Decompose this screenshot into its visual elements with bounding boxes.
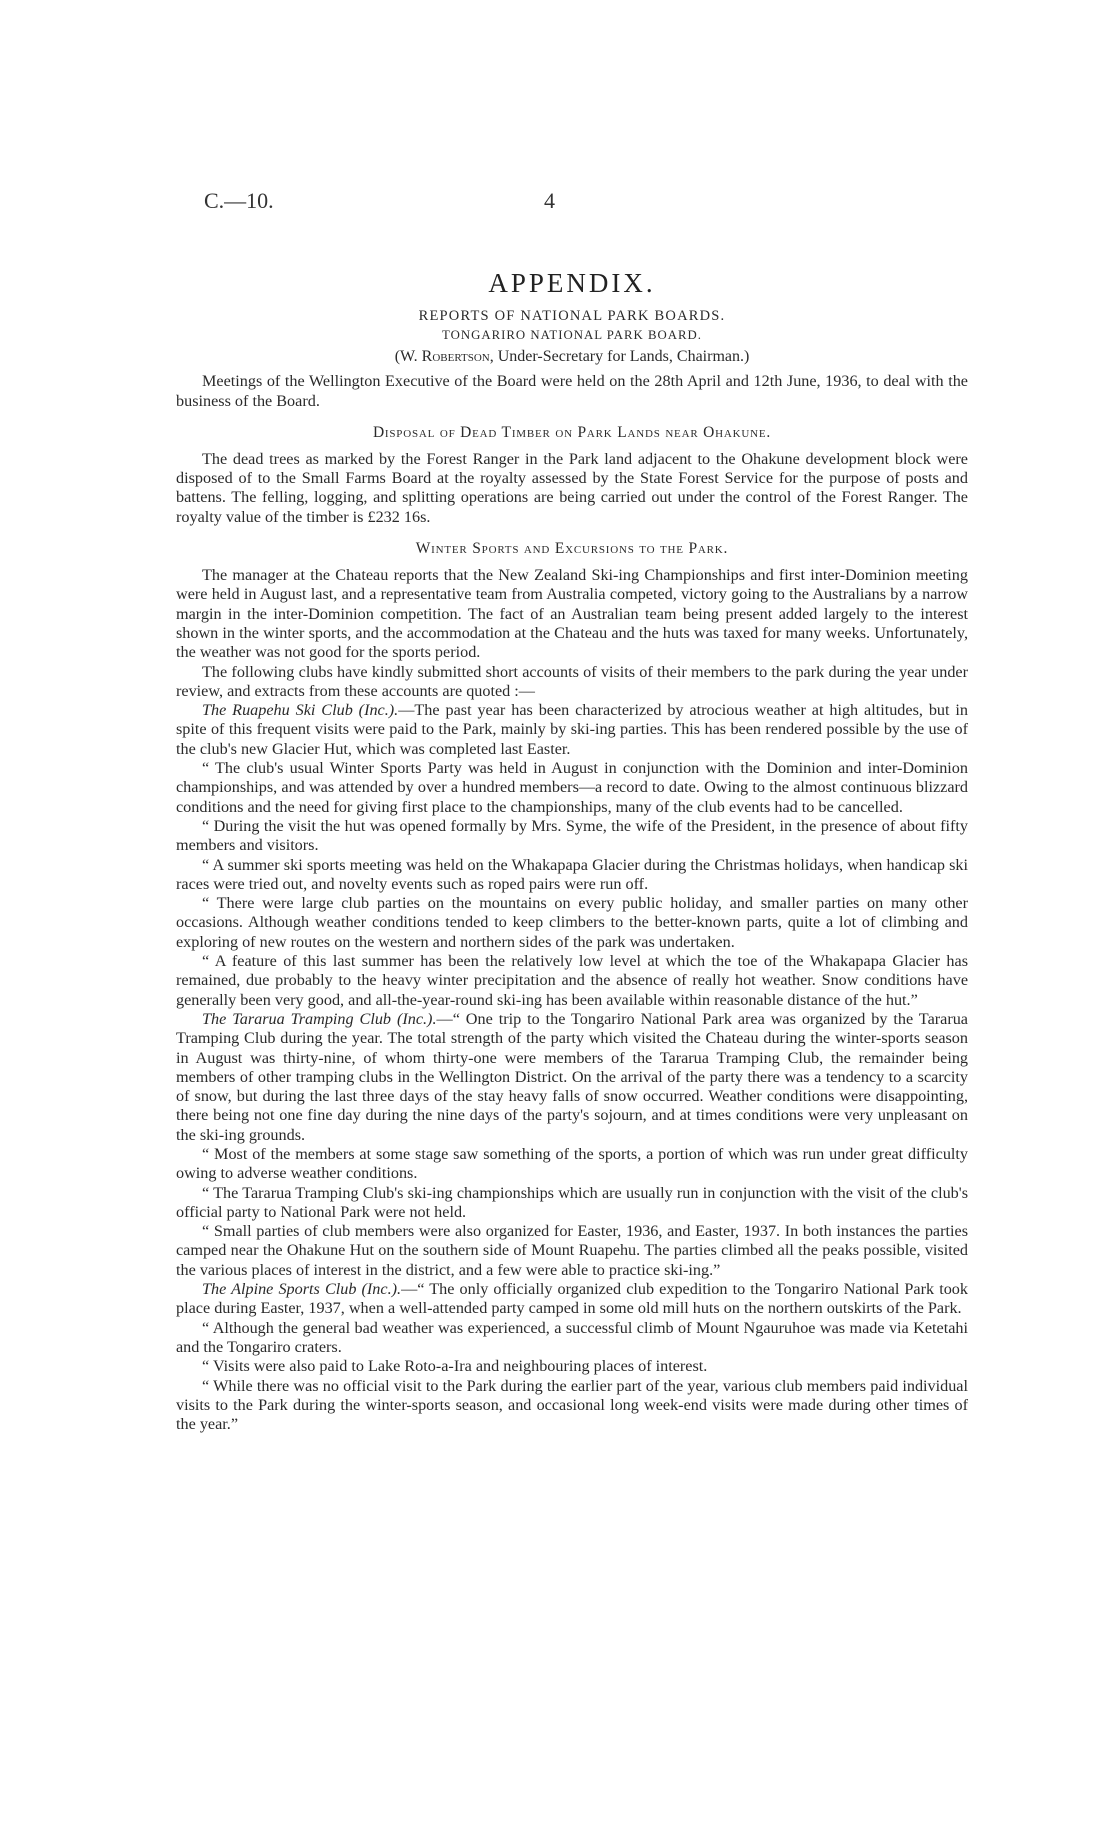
section-heading-winter-sports: Winter Sports and Excursions to the Park.	[415, 540, 729, 558]
paragraph: “ The Tararua Tramping Club's ski-ing championships which are usually run in conjunction with the visit of the club's official party to National Park were not held.	[176, 1183, 968, 1221]
paragraph: The following clubs have kindly submitted short accounts of visits of their members to the park during the year under review, and extracts from these accounts are quoted :—	[176, 662, 968, 700]
paragraph: “ Although the general bad weather was experienced, a successful climb of Mount Ngauruhoe was made via Ketetahi and the Tongariro craters.	[176, 1318, 968, 1356]
paragraph: “ While there was no official visit to the Park during the earlier part of the year, various club members paid individual visits to the Park during the winter-sports season, and occasional long week-end visits were made during other times of the year.”	[176, 1376, 968, 1434]
chairman-open: (W.	[394, 348, 422, 365]
paragraph-text: —“ The only officially organized club expedition to the Tongariro National Park took place during Easter, 1937, when a well-attended party camped in some old mill huts on the northern outskirts of the Park.	[176, 1280, 968, 1318]
paragraph: “ There were large club parties on the mountains on every public holiday, and smaller parties on many other occasions. Although weather conditions tended to keep climbers to the better-known parts, quite a lot of climbing and exploring of new routes on the western and northern sides of the park was undertaken.	[176, 894, 968, 951]
section-heading-dead-timber: Disposal of Dead Timber on Park Lands near Ohakune.	[372, 423, 772, 441]
paragraph: “ During the visit the hut was opened formally by Mrs. Syme, the wife of the President, in the presence of about fifty members and visitors.	[176, 816, 968, 855]
paragraph: “ A feature of this last summer has been the relatively low level at which the toe of the Whakapapa Glacier has remained, due probably to the heavy winter precipitation and the absence of really hot weather. Snow conditions have generally been very good, and all-the-year-round ski-ing has been available within reasonable distance of the hut.”	[176, 952, 968, 1009]
page-number: 4	[544, 188, 555, 213]
appendix-title: APPENDIX.	[488, 268, 656, 298]
club-name-ruapehu: The Ruapehu Ski Club (Inc.).	[202, 701, 399, 720]
board-heading: REPORTS OF NATIONAL PARK BOARDS.	[418, 308, 726, 324]
chairman-name: Robertson	[421, 348, 490, 365]
paragraph: The manager at the Chateau reports that the New Zealand Ski-ing Championships and first inter-Dominion meeting were held in August last, and a representative team from Australia competed, victory going to the Australians by a narrow margin in the inter-Dominion competition. The fact of an Australian team being present added largely to the interest shown in the winter sports, and the accommodation at the Chateau and the huts was taxed for many weeks. Unfortunately, the weather was not good for the sports period.	[176, 566, 968, 662]
paragraph: “ The club's usual Winter Sports Party was held in August in conjunction with the Dominion and inter-Dominion championships, and was attended by over a hundred members—a record to date. Owing to the almost continuous blizzard conditions and the need for giving first place to the championships, many of the club events had to be cancelled.	[176, 759, 968, 816]
paragraph: “ Small parties of club members were also organized for Easter, 1936, and Easter, 1937. In both instances the parties camped near the Ohakune Hut on the southern side of Mount Ruapehu. The parties climbed all the peaks possible, visited the various places of interest in the district, and a few were able to practice ski-ing.”	[176, 1222, 968, 1279]
paragraph	[176, 1280, 968, 1319]
paragraph	[176, 701, 968, 759]
paragraph: “ Visits were also paid to Lake Roto-a-Ira and neighbouring places of interest.	[202, 1357, 708, 1376]
paragraph-text: —The past year has been characterized by atrocious weather at high altitudes, but in spite of this frequent visits were paid to the Park, mainly by ski-ing parties. This has been rendered possible by the use of the club's new Glacier Hut, which was completed last Easter.	[176, 701, 968, 758]
park-board-heading: TONGARIRO NATIONAL PARK BOARD.	[442, 328, 702, 342]
document-body	[176, 268, 968, 1434]
chairman-title: , Under-Secretary for Lands, Chairman.)	[489, 348, 750, 365]
page-reference: C.—10.	[204, 188, 274, 213]
dead-timber-paragraph: The dead trees as marked by the Forest Ranger in the Park land adjacent to the Ohakune development block were disposed of to the Small Farms Board at the royalty assessed by the State Forest Service for the purpose of posts and battens. The felling, logging, and splitting operations are being carried out under the control of the Forest Ranger. The royalty value of the timber is £232 16s.	[176, 449, 968, 526]
paragraph: “ A summer ski sports meeting was held on the Whakapapa Glacier during the Christmas holidays, when handicap ski races were tried out, and novelty events such as roped pairs were run off.	[176, 855, 968, 893]
chairman-line	[176, 347, 968, 366]
club-name-alpine-sports: The Alpine Sports Club (Inc.).	[202, 1280, 402, 1299]
paragraph: “ Most of the members at some stage saw something of the sports, a portion of which was run under great difficulty owing to adverse weather conditions.	[176, 1144, 968, 1183]
paragraph-text: —“ One trip to the Tongariro National Park area was organized by the Tararua Tramping Club during the year. The total strength of the party which visited the Chateau during the winter-sports season in August was thirty-nine, of whom thirty-one were members of the Tararua Tramping Club, the remainder being members of other tramping clubs in the Wellington District. On the arrival of the party there was a tendency to a scarcity of snow, but during the last three days of the stay heavy falls of snow occurred. Weather conditions were disappointing, there being not one fine day during the nine days of the party's sojourn, and at times conditions were very unpleasant on the ski-ing grounds.	[176, 1009, 968, 1144]
paragraph	[176, 1010, 968, 1145]
club-name-tararua: The Tararua Tramping Club (Inc.).	[202, 1009, 437, 1028]
intro-paragraph: Meetings of the Wellington Executive of the Board were held on the 28th April and 12th June, 1936, to deal with the business of the Board.	[176, 372, 968, 410]
